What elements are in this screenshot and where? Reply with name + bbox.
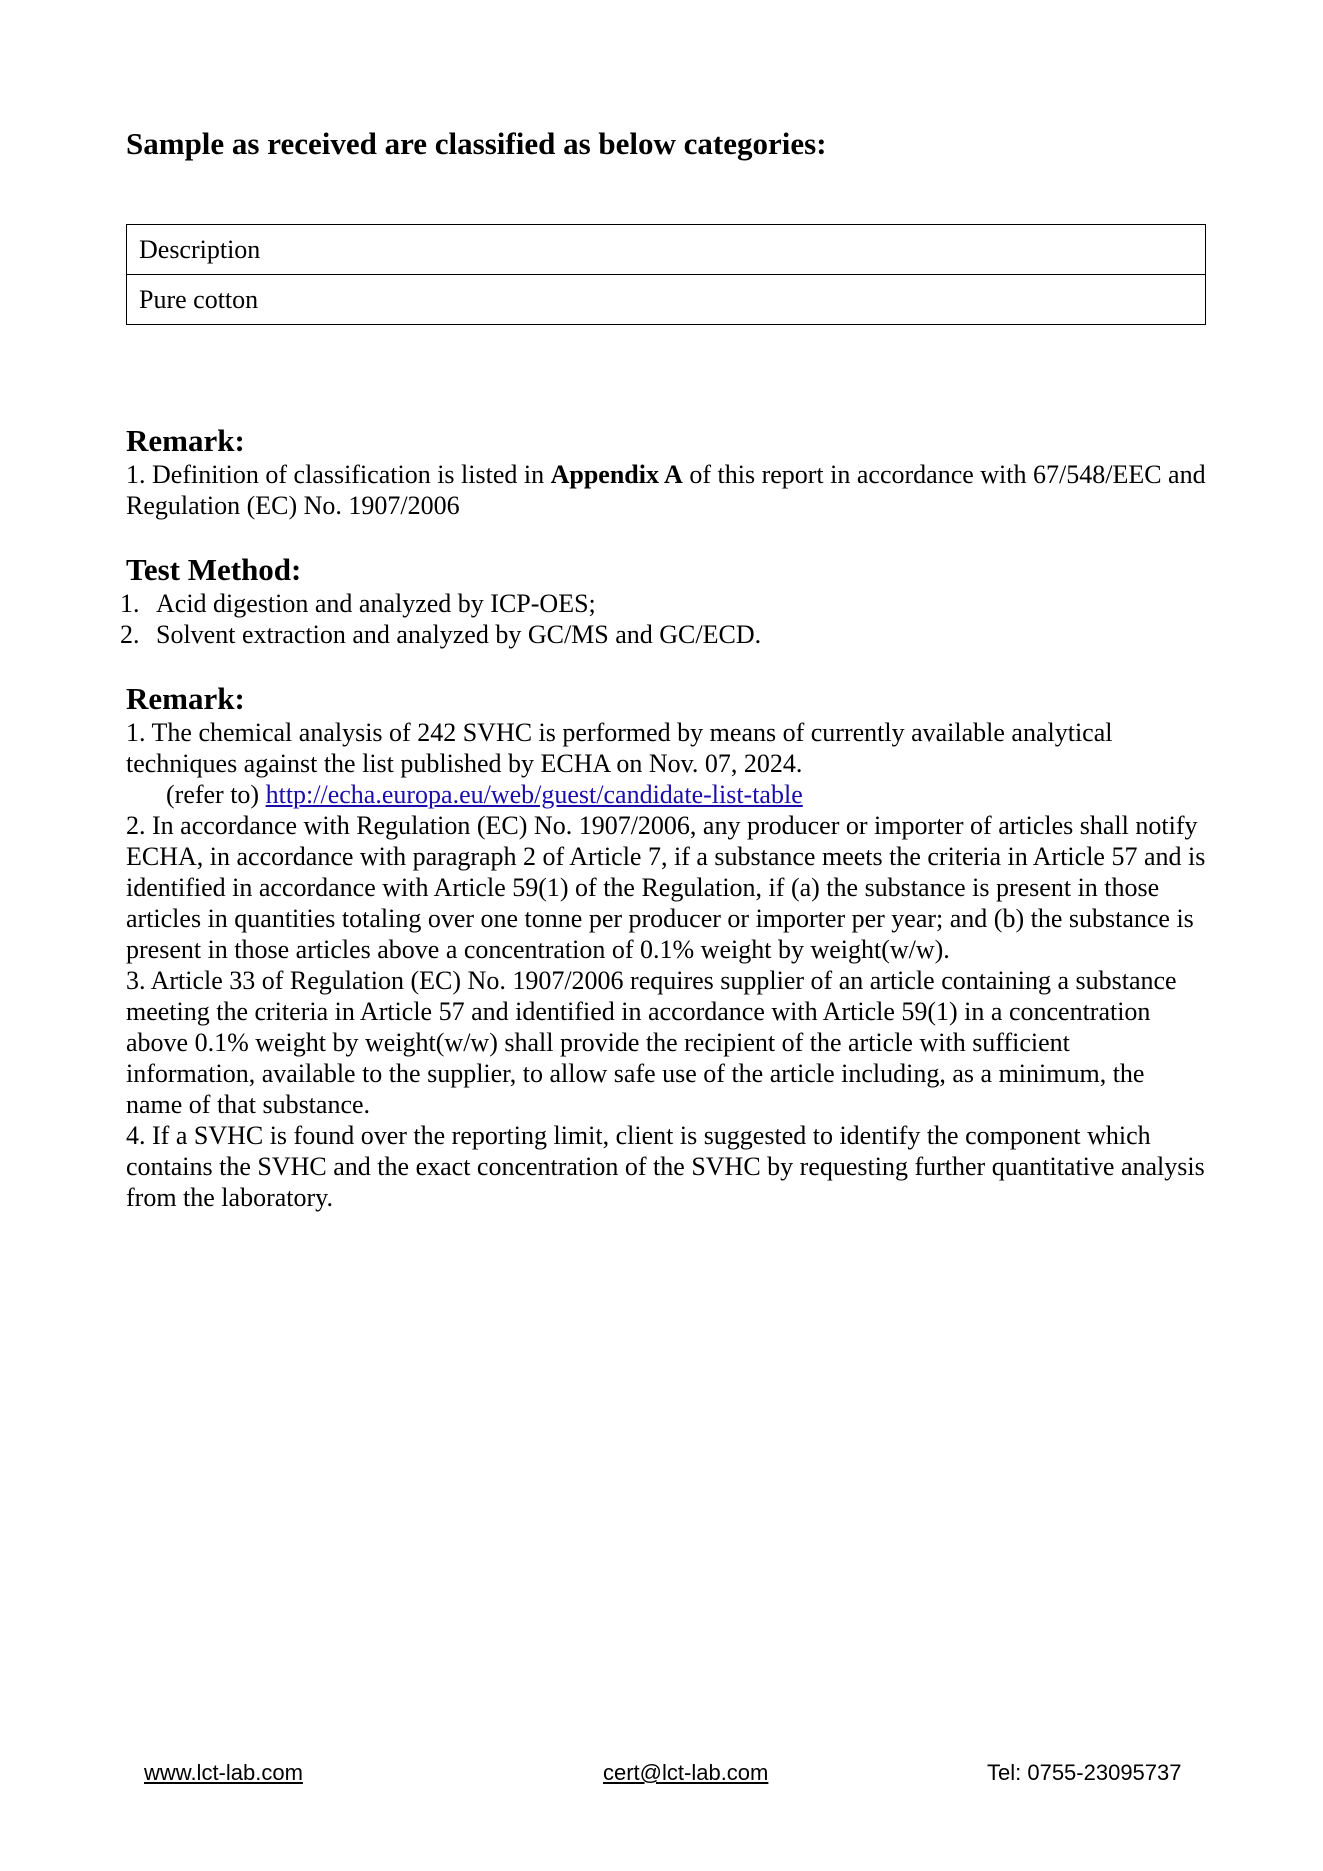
remark-item: 3. Article 33 of Regulation (EC) No. 1907/2006 requires supplier of an article containing a substance meeting the criteria in Article 57 and identified in accordance with Article 59(1) in a concentration above 0.1% weight by weight(w/w) shall provide the recipient of the article with sufficient information, available to the supplier, to allow safe use of the article including, as a minimum, the name of that substance.: [126, 966, 1177, 1119]
list-item: [120, 619, 1216, 650]
remark-title: Remark:: [126, 423, 245, 458]
remark-text: 1. Definition of classification is listed in: [126, 460, 551, 489]
test-method-section: [120, 552, 1216, 650]
table-header-cell: Description: [127, 225, 1206, 275]
table-value-cell: Pure cotton: [127, 275, 1206, 325]
refer-line: [126, 779, 1216, 810]
list-text: Acid digestion and analyzed by ICP-OES;: [156, 589, 596, 618]
page-heading: Sample as received are classified as below categories:: [126, 126, 827, 161]
remark-item: [126, 459, 1211, 521]
list-number: 1.: [120, 589, 140, 618]
remark-item: 2. In accordance with Regulation (EC) No. 1907/2006, any producer or importer of articles shall notify ECHA, in accordance with paragraph 2 of Article 7, if a substance meets the criteria in Article 57 and is identified in accordance with Article 59(1) of the Regulation, if (a) the substance is present in those articles in quantities totaling over one tonne per producer or importer per year; and (b) the substance is present in those articles above a concentration of 0.1% weight by weight(w/w).: [126, 811, 1206, 964]
footer-telephone: Tel: 0755-23095737: [987, 1760, 1182, 1785]
classification-table: [126, 224, 1206, 325]
table-row: [127, 275, 1206, 325]
remark-text: of this report in accordance with 67/548/EEC and Regulation (EC) No. 1907/2006: [126, 460, 1206, 520]
remark-section-1: [126, 423, 1216, 521]
remark-title: Remark:: [126, 681, 245, 716]
list-number: 2.: [120, 620, 140, 649]
table-row: [127, 225, 1206, 275]
remark-bold-text: Appendix A: [550, 460, 683, 489]
footer-website-link[interactable]: www.lct-lab.com: [144, 1760, 303, 1785]
footer-email-link[interactable]: cert@lct-lab.com: [603, 1760, 769, 1785]
echa-candidate-list-link[interactable]: http://echa.europa.eu/web/guest/candidate-list-table: [265, 780, 803, 809]
remark-section-2: [126, 681, 1216, 1213]
test-method-list: [120, 588, 1216, 650]
refer-prefix: (refer to): [166, 780, 266, 809]
list-item: [120, 588, 1216, 619]
remark-item: 4. If a SVHC is found over the reporting limit, client is suggested to identify the component which contains the SVHC and the exact concentration of the SVHC by requesting further quantitative analysis from the laboratory.: [126, 1121, 1205, 1212]
remark-item: 1. The chemical analysis of 242 SVHC is performed by means of currently available analytical techniques against the list published by ECHA on Nov. 07, 2024.: [126, 718, 1113, 778]
list-text: Solvent extraction and analyzed by GC/MS and GC/ECD.: [156, 620, 762, 649]
test-method-title: Test Method:: [126, 552, 302, 587]
